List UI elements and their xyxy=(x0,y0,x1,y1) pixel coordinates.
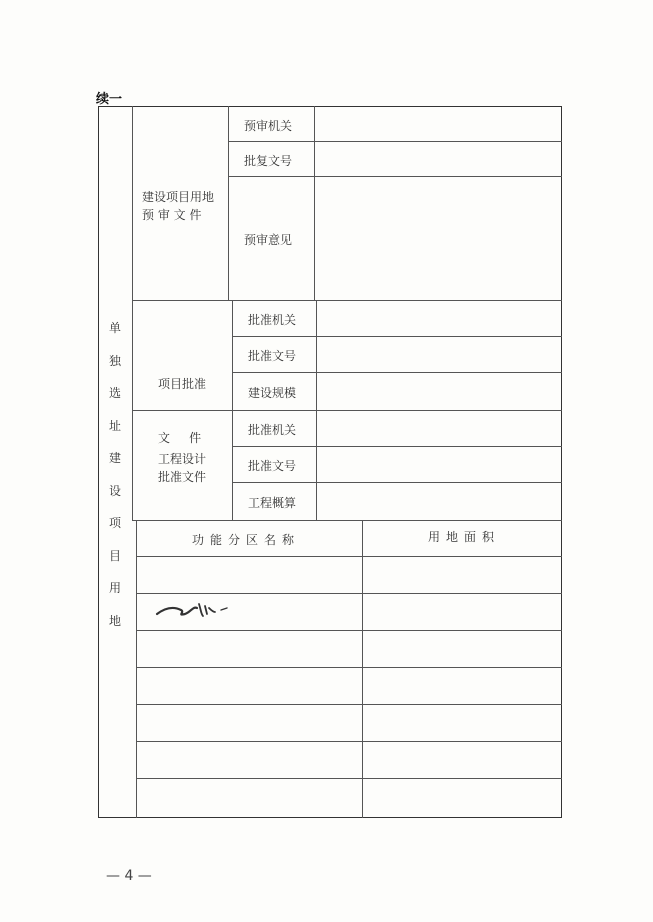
vertical-title-char: 址 xyxy=(108,418,121,433)
group-separator xyxy=(132,300,562,301)
row-line xyxy=(232,372,562,373)
field-label-approval-number: 批准文号 xyxy=(248,349,297,363)
vertical-title-char: 单 xyxy=(108,321,121,335)
field-label-approval-authority: 批准机关 xyxy=(248,423,297,437)
divider-group1-value xyxy=(314,106,315,300)
handwritten-mark xyxy=(155,596,235,624)
group-title-line: 工程设计 xyxy=(158,452,207,466)
zone-row-line xyxy=(136,630,562,631)
zone-row-line xyxy=(136,741,562,742)
divider-left-col xyxy=(132,106,133,520)
row-line xyxy=(228,176,562,177)
zone-row-line xyxy=(136,778,562,779)
vertical-title-char: 设 xyxy=(108,483,121,498)
divider-group1-label xyxy=(228,106,229,300)
group-title-project-approval xyxy=(158,339,206,465)
group-title-line: 项目批准 xyxy=(158,377,207,391)
group-title-design-approval xyxy=(158,450,206,486)
field-label-approval-number: 批准文号 xyxy=(248,459,297,473)
vertical-title-char: 地 xyxy=(108,613,121,628)
vertical-title-char: 独 xyxy=(108,353,121,368)
vertical-title-char: 项 xyxy=(108,516,121,530)
field-label-review-authority: 预审机关 xyxy=(244,119,293,133)
vertical-title-char: 建 xyxy=(108,451,121,465)
group-title-line: 批准文件 xyxy=(158,470,207,484)
field-label-construction-scale: 建设规模 xyxy=(248,386,297,400)
zone-separator xyxy=(132,520,562,521)
field-label-approval-authority: 批准机关 xyxy=(248,313,297,327)
field-label-reply-number: 批复文号 xyxy=(244,154,293,168)
row-line xyxy=(228,141,562,142)
vertical-title-char: 用 xyxy=(108,581,121,595)
group-title-line: 建设项目用地 xyxy=(142,190,215,204)
row-line xyxy=(232,482,562,483)
field-label-project-budget: 工程概算 xyxy=(248,496,297,510)
continued-label: 续一 xyxy=(96,92,123,107)
vertical-title-char: 选 xyxy=(108,386,121,400)
page-number: — 4 — xyxy=(106,868,152,884)
vertical-title-char: 目 xyxy=(108,548,121,563)
group-title-line: 预 审 文 件 xyxy=(142,208,202,222)
group-title-preliminary xyxy=(142,188,214,224)
zone-row-line xyxy=(136,593,562,594)
zone-row-line xyxy=(136,556,562,557)
field-label-review-opinion: 预审意见 xyxy=(244,233,293,247)
zone-header-area: 用地面积 xyxy=(428,530,501,544)
zone-header-name: 功能分区名称 xyxy=(192,533,301,547)
zone-row-line xyxy=(136,704,562,705)
divider-zone-left xyxy=(136,520,137,818)
row-line xyxy=(232,336,562,337)
group-title-line: 文 件 xyxy=(158,431,202,445)
vertical-title xyxy=(108,312,122,637)
row-line xyxy=(232,446,562,447)
zone-row-line xyxy=(136,667,562,668)
divider-zone-mid xyxy=(362,520,363,818)
